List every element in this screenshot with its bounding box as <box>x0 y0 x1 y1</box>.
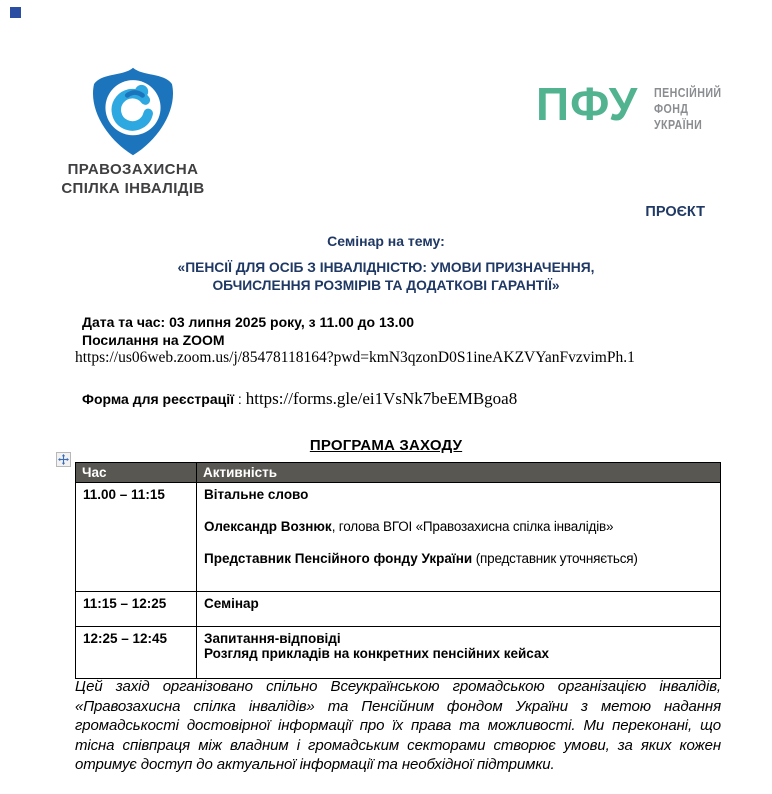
row2-time: 11:15 – 12:25 <box>76 592 197 627</box>
pfu-caption <box>654 85 722 133</box>
zoom-link-url[interactable]: https://us06web.zoom.us/j/85478118164?pwd=kmN3qzonD0S1ineAKZVYanFvzvimPh.1 <box>75 349 635 366</box>
project-label: ПРОЄКТ <box>645 204 705 220</box>
seminar-title <box>0 259 772 295</box>
table-move-handle-icon[interactable] <box>56 452 71 467</box>
footer-description: Цей захід організовано спільно Всеукраїнською громадською організацією інвалідів, «Правозахисна спілка інвалідів» та Пенсійним фондом України з метою надання громадськості достовірної інформації про їх права та можливості. Ми переконані, що тісна співпраця між владним і громадським секторами створює умови, за яких кожен отримує доступ до актуальної інформації та необхідної підтримки. <box>75 678 721 774</box>
pfu-caption-line3: УКРАЇНИ <box>654 117 703 132</box>
row1-p1-bold: Вітальне слово <box>204 487 309 502</box>
seminar-title-line1: «ПЕНСІЇ ДЛЯ ОСІБ З ІНВАЛІДНІСТЮ: УМОВИ ПРИЗНАЧЕННЯ, <box>177 260 595 275</box>
left-logo-caption-line2: СПІЛКА ІНВАЛІДІВ <box>61 180 205 197</box>
row2-p1-bold: Семінар <box>204 596 259 611</box>
event-details <box>82 313 414 349</box>
row3-p1-bold: Запитання-відповіді <box>204 631 341 646</box>
table-row <box>76 592 721 627</box>
shield-wheelchair-icon <box>83 64 183 159</box>
pfu-caption-line1: ПЕНСІЙНИЙ <box>654 85 722 100</box>
table-row <box>76 627 721 679</box>
row3-p2-bold: Розгляд прикладів на конкретних пенсійних кейсах <box>204 646 549 661</box>
pension-fund-logo <box>536 78 737 133</box>
registration-form-label: Форма для реєстрації <box>82 391 235 407</box>
col-header-activity: Активність <box>197 463 721 483</box>
left-logo-caption-line1: ПРАВОЗАХИСНА <box>67 161 199 178</box>
pfu-caption-line2: ФОНД <box>654 101 689 116</box>
row1-activity <box>197 483 721 592</box>
registration-form-separator: : <box>234 391 246 407</box>
pfu-abbr-text: ПФУ <box>536 78 639 130</box>
seminar-intro: Семінар на тему: <box>327 233 445 249</box>
date-time-line: Дата та час: 03 липня 2025 року, з 11.00 до 13.00 <box>82 314 415 330</box>
row1-p3-bold: Представник Пенсійного фонду України <box>204 551 473 566</box>
doc-marker-square <box>10 7 21 18</box>
program-title: ПРОГРАМА ЗАХОДУ <box>309 437 463 454</box>
row1-p2-bold: Олександр Вознюк <box>204 519 332 534</box>
left-org-logo <box>53 64 213 197</box>
table-row <box>76 483 721 592</box>
row1-time: 11.00 – 11:15 <box>76 483 197 592</box>
row3-activity <box>197 627 721 679</box>
registration-form-line <box>82 389 517 409</box>
registration-form-url[interactable]: https://forms.gle/ei1VsNk7beEMBgoa8 <box>245 389 518 408</box>
seminar-title-line2: ОБЧИСЛЕННЯ РОЗМІРІВ ТА ДОДАТКОВІ ГАРАНТІЇ» <box>212 278 560 293</box>
zoom-link-label: Посилання на ZOOM <box>82 332 225 348</box>
table-header-row <box>76 463 721 483</box>
row1-p2-rest: , голова ВГОІ «Правозахисна спілка інвалідів» <box>331 519 614 534</box>
row2-activity <box>197 592 721 627</box>
row3-time: 12:25 – 12:45 <box>76 627 197 679</box>
col-header-time: Час <box>76 463 197 483</box>
program-table <box>75 462 721 679</box>
row1-p3-rest: (представник уточняється) <box>472 551 638 566</box>
